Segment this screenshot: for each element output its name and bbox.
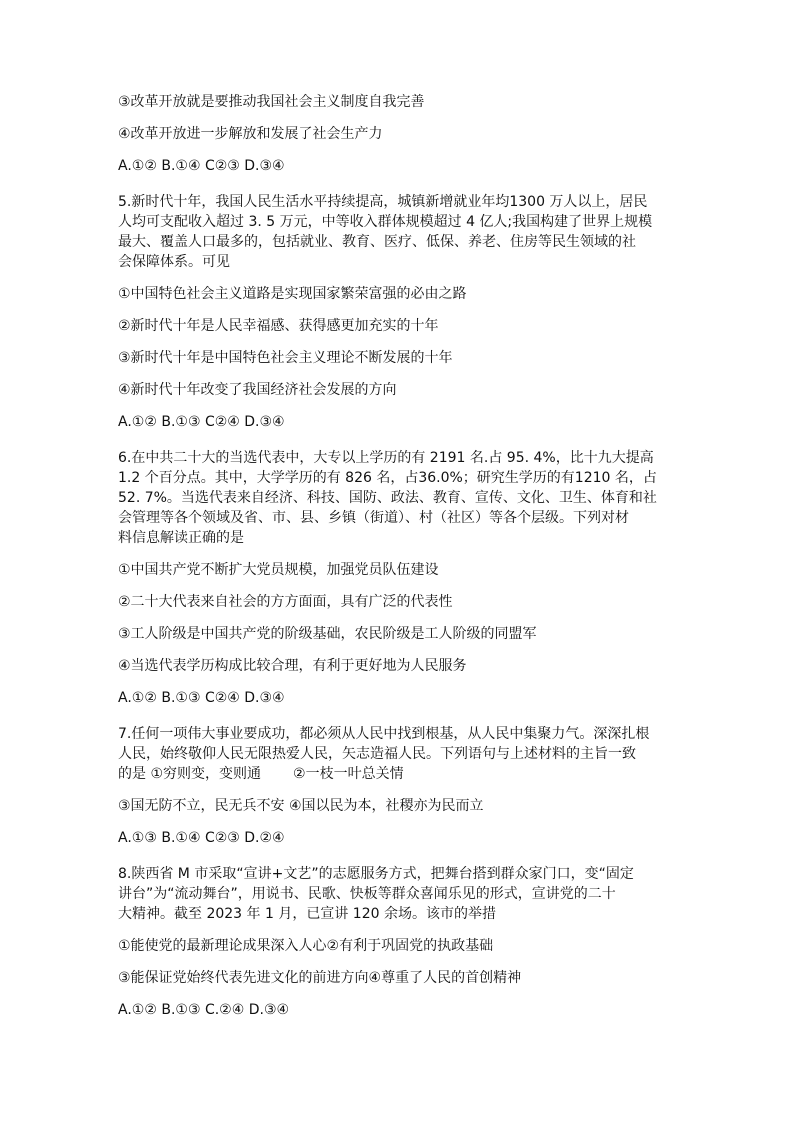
q4-option-3: ③改革开放就是要推动我国社会主义制度自我完善 <box>118 94 425 110</box>
q8-stem-line: 大精神。截至 2023 年 1 月，已宣讲 120 余场。该市的举措 <box>118 906 496 922</box>
exam-page <box>118 92 698 1020</box>
q8-stem-line: 讲台”为“流动舞台”，用说书、民歌、快板等群众喜闻乐见的形式，宣讲党的二十 <box>118 886 616 902</box>
q7-stem-last-line <box>118 764 698 784</box>
q8-options-1-2: ①能使党的最新理论成果深入人心②有利于巩固党的执政基础 <box>118 938 494 954</box>
q7-option-2: ②一枝一叶总关情 <box>293 766 404 782</box>
q8-answer-choices: A.①② B.①③ C.②④ D.③④ <box>118 1002 290 1018</box>
q5-option-3: ③新时代十年是中国特色社会主义理论不断发展的十年 <box>118 350 453 366</box>
q8-options-3-4: ③能保证党始终代表先进文化的前进方向④尊重了人民的首创精神 <box>118 970 522 986</box>
q4-answer-choices: A.①② B.①④ C②③ D.③④ <box>118 158 285 174</box>
q5-stem-line: 5.新时代十年，我国人民生活水平持续提高，城镇新增就业年均1300 万人以上，居民 <box>118 194 648 210</box>
q5-answer-choices: A.①② B.①③ C②④ D.③④ <box>118 414 285 430</box>
q5-option-4: ④新时代十年改变了我国经济社会发展的方向 <box>118 382 397 398</box>
q6-stem-line: 会管理等各个领域及省、市、县、乡镇（街道）、村（社区）等各个层级。下列对材 <box>118 510 629 526</box>
q5-stem-line: 人均可支配收入超过 3. 5 万元，中等收入群体规模超过 4 亿人;我国构建了世界上规模 <box>118 214 653 230</box>
q7-stem-line: 7.任何一项伟大事业要成功，都必须从人民中找到根基，从人民中集聚力气。深深扎根 <box>118 726 650 742</box>
q7-stem-last: 的是 ①穷则变，变则通 <box>118 766 262 782</box>
q6-answer-choices: A.①② B.①③ C②④ D.③④ <box>118 690 285 706</box>
q6-option-3: ③工人阶级是中国共产党的阶级基础，农民阶级是工人阶级的同盟军 <box>118 626 537 642</box>
q8-stem-line: 8.陕西省 M 市采取“宣讲+文艺”的志愿服务方式，把舞台搭到群众家门口，变“固定 <box>118 866 634 882</box>
q6-stem-line: 料信息解读正确的是 <box>118 530 244 546</box>
q6-stem-line: 52. 7%。当选代表来自经济、科技、国防、政法、教育、宣传、文化、卫生、体育和社 <box>118 490 657 506</box>
q5-option-2: ②新时代十年是人民幸福感、获得感更加充实的十年 <box>118 318 439 334</box>
q6-stem-line: 1.2 个百分点。其中，大学学历的有 826 名，占36.0%；研究生学历的有1210 名，占 <box>118 470 657 486</box>
q6-option-1: ①中国共产党不断扩大党员规模，加强党员队伍建设 <box>118 562 439 578</box>
q6-stem-line: 6.在中共二十大的当选代表中，大专以上学历的有 2191 名.占 95. 4%，比十九大提高 <box>118 450 654 466</box>
q6-option-2: ②二十大代表来自社会的方方面面，具有广泛的代表性 <box>118 594 453 610</box>
q5-stem-line: 会保障体系。可见 <box>118 254 230 270</box>
q5-stem-line: 最大、覆盖人口最多的，包括就业、教育、医疗、低保、养老、住房等民生领域的社 <box>118 234 636 250</box>
q4-option-4: ④改革开放进一步解放和发展了社会生产力 <box>118 126 383 142</box>
q6-option-4: ④当选代表学历构成比较合理，有利于更好地为人民服务 <box>118 658 467 674</box>
q7-answer-choices: A.①③ B.①④ C②③ D.②④ <box>118 830 285 846</box>
q5-option-1: ①中国特色社会主义道路是实现国家繁荣富强的必由之路 <box>118 286 467 302</box>
q7-stem-line: 人民，始终敬仰人民无限热爱人民，矢志造福人民。下列语句与上述材料的主旨一致 <box>118 746 636 762</box>
q7-options-3-4: ③国无防不立，民无兵不安 ④国以民为本，社稷亦为民而立 <box>118 798 484 814</box>
